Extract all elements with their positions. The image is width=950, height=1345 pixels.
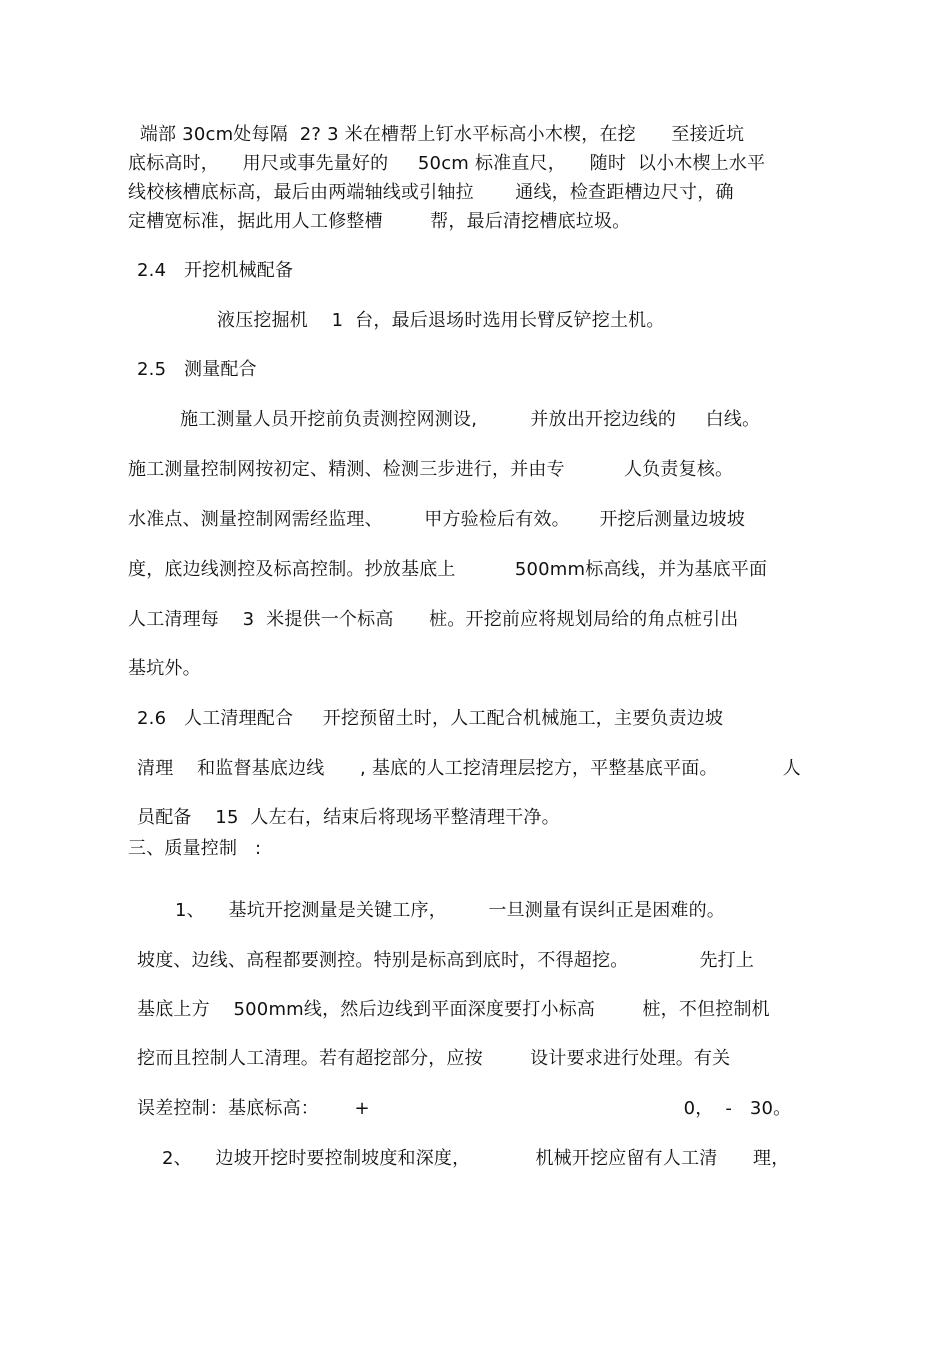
section-heading: 2.4 开挖机械配备 xyxy=(137,260,294,281)
text-line: 人工清理每 3 米提供一个标高 桩。开挖前应将规划局给的角点桩引出 xyxy=(128,609,739,630)
section-heading: 三、质量控制 : xyxy=(128,838,262,859)
text-line: 底标高时， 用尺或事先量好的 50cm 标准直尺， 随时 以小木楔上水平 xyxy=(128,153,766,174)
text-line: 1、 基坑开挖测量是关键工序， 一旦测量有误纠正是困难的。 xyxy=(175,900,725,921)
text-line: 基底上方 500mm线，然后边线到平面深度要打小标高 桩，不但控制机 xyxy=(137,999,770,1020)
text-line: 2、 边坡开挖时要控制坡度和深度， 机械开挖应留有人工清 理， xyxy=(162,1148,790,1169)
text-line: 清理 和监督基底边线 , 基底的人工挖清理层挖方，平整基底平面。 人 xyxy=(137,758,801,779)
text-line: 挖而且控制人工清理。若有超挖部分，应按 设计要求进行处理。有关 xyxy=(137,1048,731,1069)
text-line: 施工测量人员开挖前负责测控网测设, 并放出开挖边线的 白线。 xyxy=(180,409,761,430)
section-heading: 2.6 人工清理配合 开挖预留土时，人工配合机械施工，主要负责边坡 xyxy=(137,708,724,729)
text-line: 基坑外。 xyxy=(128,658,201,679)
text-line: 误差控制：基底标高： + 0， - 30。 xyxy=(137,1098,792,1119)
text-line: 员配备 15 人左右，结束后将现场平整清理干净。 xyxy=(137,807,560,828)
text-line: 水准点、测量控制网需经监理、 甲方验检后有效。 开挖后测量边坡坡 xyxy=(128,509,746,530)
text-line: 定槽宽标准，据此用人工修整槽 帮，最后清挖槽底垃圾。 xyxy=(128,211,631,232)
text-line: 度，底边线测控及标高控制。抄放基底上 500mm标高线，并为基底平面 xyxy=(128,559,768,580)
text-line: 坡度、边线、高程都要测控。特别是标高到底时，不得超挖。 先打上 xyxy=(137,950,755,971)
section-heading: 2.5 测量配合 xyxy=(137,359,257,380)
text-line: 线校核槽底标高，最后由两端轴线或引轴拉 通线，检查距槽边尺寸，确 xyxy=(128,182,734,203)
text-line: 端部 30cm处每隔 2? 3 米在槽帮上钉水平标高小木楔，在挖 至接近坑 xyxy=(128,124,745,145)
text-line: 液压挖掘机 1 台，最后退场时选用长臂反铲挖土机。 xyxy=(217,310,665,331)
text-line: 施工测量控制网按初定、精测、检测三步进行，并由专 人负责复核。 xyxy=(128,459,734,480)
